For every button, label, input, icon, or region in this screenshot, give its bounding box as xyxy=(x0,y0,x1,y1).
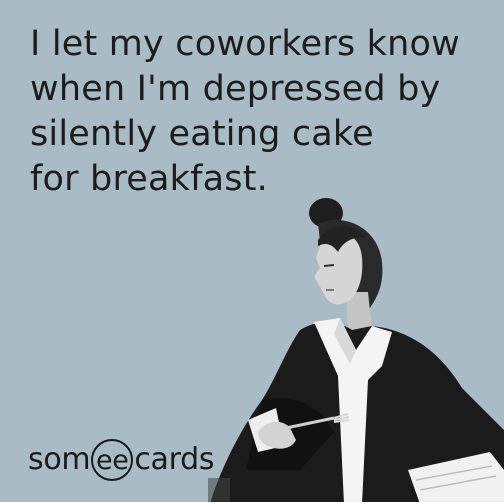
glass xyxy=(208,478,230,504)
ecard-caption xyxy=(30,22,480,202)
logo-suffix: cards xyxy=(134,441,215,477)
caption-line: silently eating cake xyxy=(30,114,374,154)
caption-line: when I'm depressed by xyxy=(30,69,441,109)
logo-prefix: som xyxy=(28,441,91,477)
caption-line: I let my coworkers know xyxy=(30,24,460,64)
someecards-logo xyxy=(28,438,214,480)
caption-line: for breakfast. xyxy=(30,159,268,199)
logo-ee-circle: ee xyxy=(91,439,133,481)
